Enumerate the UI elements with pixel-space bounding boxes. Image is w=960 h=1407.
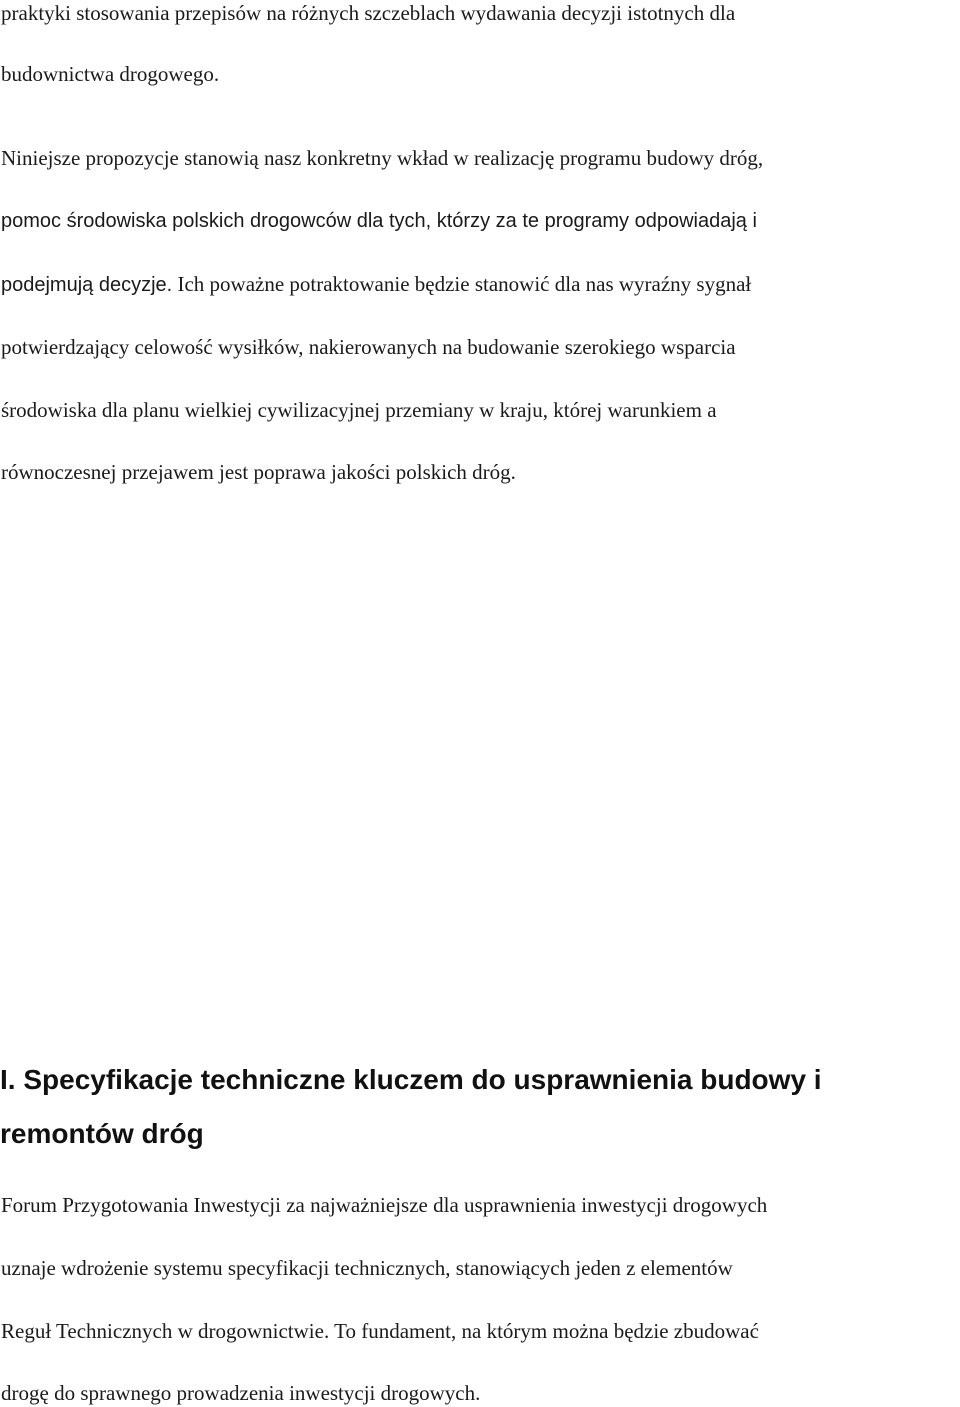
section-heading-line-2: remontów dróg bbox=[0, 1118, 204, 1149]
paragraph-2-line-3 bbox=[1, 271, 751, 298]
paragraph-3-line-3: Reguł Technicznych w drogownictwie. To fundament, na którym można będzie zbudować bbox=[1, 1319, 759, 1343]
paragraph-2-line-4: potwierdzający celowość wysiłków, nakierowanych na budowanie szerokiego wsparcia bbox=[1, 335, 736, 359]
paragraph-2-line-2: pomoc środowiska polskich drogowców dla tych, którzy za te programy odpowiadają i bbox=[1, 210, 757, 232]
paragraph-2-line-3-sans-part: podejmują decyzje. bbox=[1, 274, 173, 296]
paragraph-2-line-5: środowiska dla planu wielkiej cywilizacyjnej przemiany w kraju, której warunkiem a bbox=[1, 398, 717, 422]
paragraph-2-line-6: równoczesnej przejawem jest poprawa jakości polskich dróg. bbox=[1, 460, 516, 484]
paragraph-1-line-2: budownictwa drogowego. bbox=[1, 62, 220, 86]
paragraph-2-line-1: Niniejsze propozycje stanowią nasz konkretny wkład w realizację programu budowy dróg, bbox=[1, 146, 764, 170]
paragraph-3-line-2: uznaje wdrożenie systemu specyfikacji technicznych, stanowiących jeden z elementów bbox=[1, 1256, 733, 1280]
paragraph-1-line-1: praktyki stosowania przepisów na różnych szczeblach wydawania decyzji istotnych dla bbox=[1, 1, 736, 25]
paragraph-3-line-4: drogę do sprawnego prowadzenia inwestycji drogowych. bbox=[1, 1381, 481, 1405]
paragraph-2-line-3-serif-part: Ich poważne potraktowanie będzie stanowić dla nas wyraźny sygnał bbox=[172, 272, 752, 296]
paragraph-3-line-1: Forum Przygotowania Inwestycji za najważniejsze dla usprawnienia inwestycji drogowych bbox=[1, 1193, 768, 1217]
section-heading-line-1: I. Specyfikacje techniczne kluczem do usprawnienia budowy i bbox=[0, 1064, 822, 1095]
